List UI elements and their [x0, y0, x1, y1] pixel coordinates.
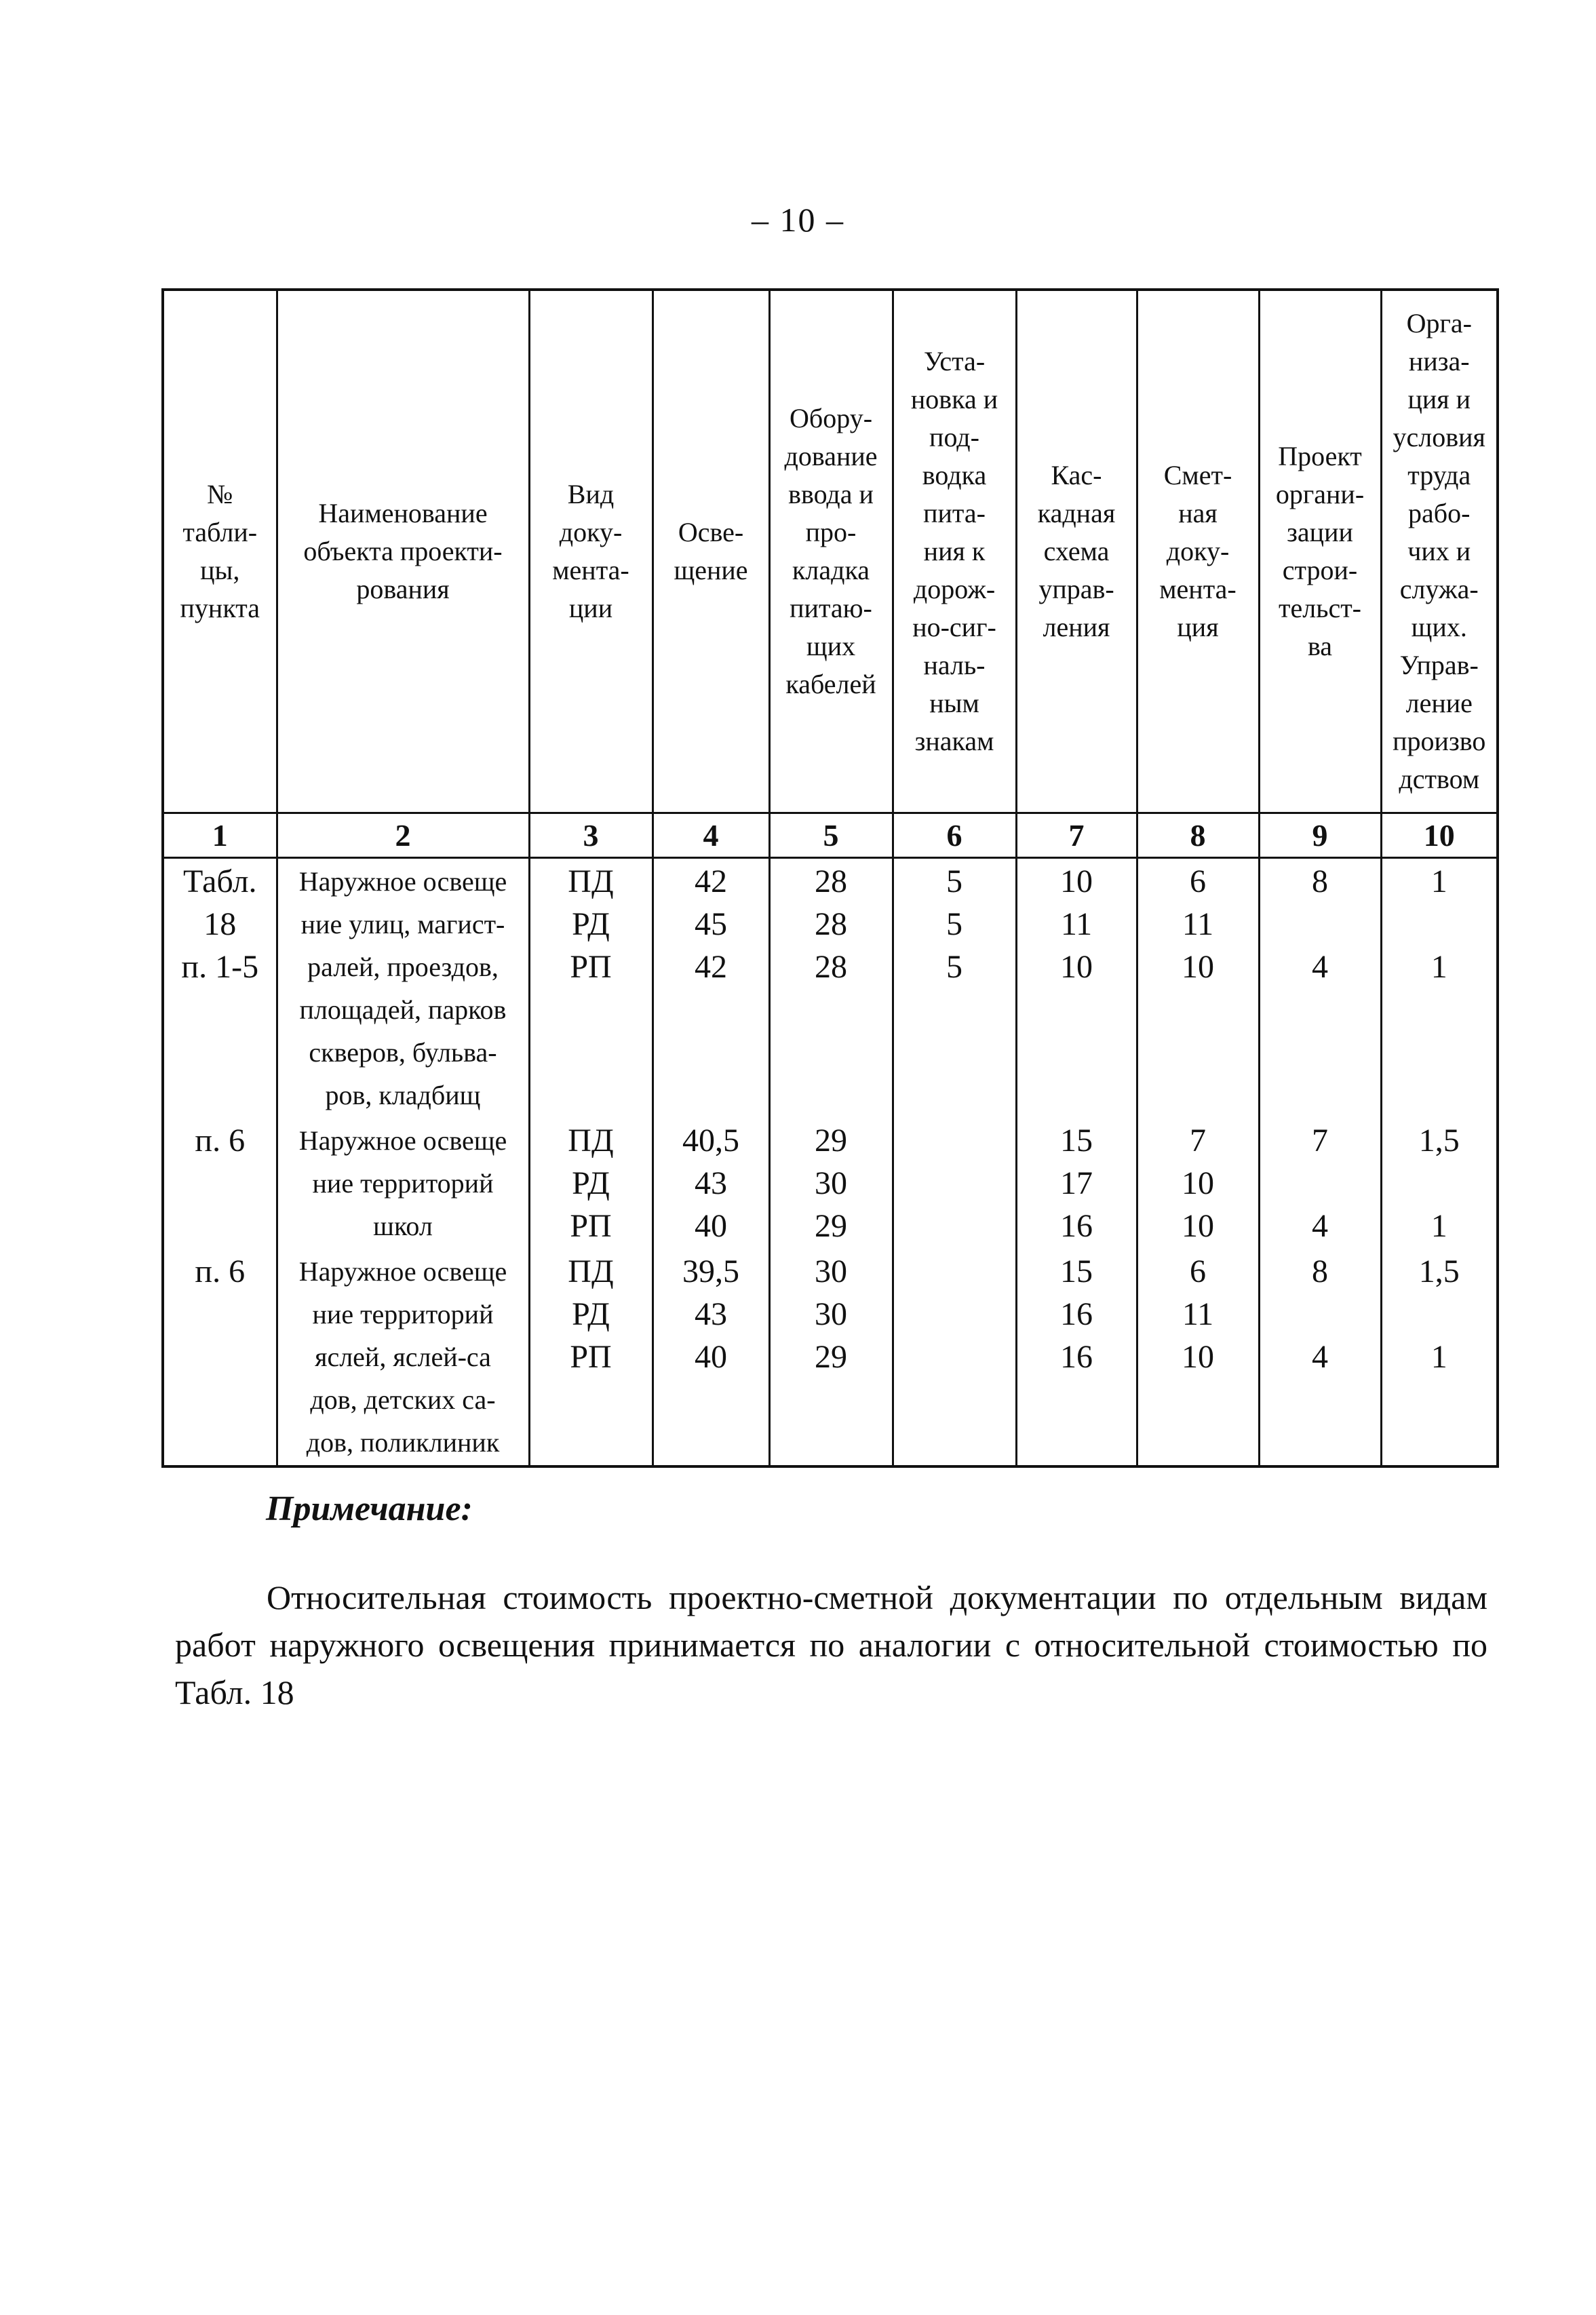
note-title: Примечание: — [266, 1490, 473, 1528]
value: 43 — [695, 1165, 727, 1201]
doc-type-cell — [529, 858, 653, 1118]
doc-type-cell — [529, 1249, 653, 1466]
header-cell: Смет- ная доку- мента- ция — [1137, 290, 1259, 813]
column-number: 8 — [1137, 813, 1259, 858]
value — [897, 1205, 1013, 1247]
value-cell — [653, 858, 769, 1118]
value: 40 — [695, 1339, 727, 1375]
value-cell — [1259, 858, 1381, 1118]
table-ref: п. 6 — [195, 1253, 246, 1289]
value: 5 — [946, 949, 962, 985]
object-name: Наружное освеще ние территорий школ — [277, 1118, 529, 1249]
value: 4 — [1312, 1208, 1328, 1244]
value: 5 — [946, 906, 962, 942]
value: 4 — [1312, 1339, 1328, 1375]
value-cell — [893, 1249, 1016, 1466]
value: 10 — [1060, 863, 1093, 899]
header-cell: Орга- низа- ция и условия труда рабо- чих и служа- щих. Управ- ление произво дством — [1381, 290, 1498, 813]
value: 8 — [1312, 863, 1328, 899]
column-number: 9 — [1259, 813, 1381, 858]
object-name: Наружное освеще ние территорий яслей, яслей-са дов, детских са- дов, поликлиник — [277, 1249, 529, 1466]
header-cell: Проект органи- зации строи- тельст- ва — [1259, 290, 1381, 813]
value: 10 — [1182, 1208, 1214, 1244]
value: 11 — [1182, 906, 1214, 942]
value-cell — [1137, 1249, 1259, 1466]
header-cell: Наименование объекта проекти- рования — [277, 290, 529, 813]
value-cell — [1016, 1249, 1137, 1466]
table-row — [163, 1118, 1498, 1249]
column-number: 6 — [893, 813, 1016, 858]
value: 4 — [1312, 949, 1328, 985]
column-number-row — [163, 813, 1498, 858]
table-ref: п. 6 — [195, 1123, 246, 1159]
value-cell — [653, 1249, 769, 1466]
value-cell — [1259, 1118, 1381, 1249]
header-cell: № табли- цы, пункта — [163, 290, 277, 813]
value: 7 — [1312, 1123, 1328, 1159]
header-cell: Обору- дование ввода и про- кладка питаю- щих кабелей — [769, 290, 893, 813]
value: 28 — [815, 949, 847, 985]
value — [1263, 903, 1378, 946]
value: 5 — [946, 863, 962, 899]
value: 42 — [695, 863, 727, 899]
table-row — [163, 858, 1498, 1118]
table-row — [163, 1249, 1498, 1466]
value: 6 — [1190, 863, 1206, 899]
value: 29 — [815, 1123, 847, 1159]
value — [897, 1162, 1013, 1205]
value — [897, 1293, 1013, 1336]
value: 30 — [815, 1253, 847, 1289]
value: 6 — [1190, 1253, 1206, 1289]
value: 39,5 — [682, 1253, 739, 1289]
value-cell — [1137, 858, 1259, 1118]
value: 40,5 — [682, 1123, 739, 1159]
header-row — [163, 290, 1498, 813]
value-cell — [893, 858, 1016, 1118]
header-cell: Уста- новка и под- водка пита- ния к дорож- но-сиг- наль- ным знакам — [893, 290, 1016, 813]
value: 1,5 — [1418, 1123, 1460, 1159]
doc-type: ПД — [568, 1253, 614, 1289]
value — [897, 1336, 1013, 1378]
value: 17 — [1060, 1165, 1093, 1201]
value — [1263, 1293, 1378, 1336]
doc-type-cell — [529, 1118, 653, 1249]
value — [1385, 903, 1494, 946]
value: 15 — [1060, 1253, 1093, 1289]
value: 10 — [1060, 949, 1093, 985]
value-cell — [1381, 1118, 1498, 1249]
value: 10 — [1182, 949, 1214, 985]
value: 28 — [815, 863, 847, 899]
value: 43 — [695, 1296, 727, 1332]
value-cell — [1016, 1118, 1137, 1249]
table-ref: п. 1-5 — [181, 949, 259, 985]
column-number: 1 — [163, 813, 277, 858]
value-cell — [653, 1118, 769, 1249]
doc-type: РД — [572, 1296, 610, 1332]
column-number: 7 — [1016, 813, 1137, 858]
value: 11 — [1182, 1296, 1214, 1332]
value — [1385, 1293, 1494, 1336]
column-number: 3 — [529, 813, 653, 858]
value: 16 — [1060, 1339, 1093, 1375]
header-cell: Кас- кадная схема управ- ления — [1016, 290, 1137, 813]
table-ref: Табл. — [182, 863, 257, 899]
doc-type: РП — [570, 1208, 612, 1244]
value: 10 — [1182, 1339, 1214, 1375]
value-cell — [1137, 1118, 1259, 1249]
value-cell — [1016, 858, 1137, 1118]
value: 1,5 — [1418, 1253, 1460, 1289]
value-cell — [893, 1118, 1016, 1249]
doc-type: РП — [570, 949, 612, 985]
doc-type: РД — [572, 1165, 610, 1201]
value-cell — [1381, 858, 1498, 1118]
table-ref-cell — [163, 1118, 277, 1249]
doc-type: РД — [572, 906, 610, 942]
table-ref-cell — [163, 858, 277, 1118]
value: 29 — [815, 1208, 847, 1244]
value-cell — [1381, 1249, 1498, 1466]
value: 30 — [815, 1165, 847, 1201]
value: 16 — [1060, 1296, 1093, 1332]
value: 1 — [1430, 1339, 1447, 1375]
value: 1 — [1430, 863, 1447, 899]
value: 28 — [815, 906, 847, 942]
value — [897, 1119, 1013, 1162]
cost-table — [161, 288, 1499, 1468]
value: 7 — [1190, 1123, 1206, 1159]
doc-type: ПД — [568, 1123, 614, 1159]
header-cell: Вид доку- мента- ции — [529, 290, 653, 813]
value: 15 — [1060, 1123, 1093, 1159]
value: 1 — [1430, 949, 1447, 985]
doc-type: РП — [570, 1339, 612, 1375]
value: 40 — [695, 1208, 727, 1244]
value: 30 — [815, 1296, 847, 1332]
value: 10 — [1182, 1165, 1214, 1201]
value — [1263, 1162, 1378, 1205]
value: 1 — [1430, 1208, 1447, 1244]
object-name: Наружное освеще ние улиц, магист- ралей, проездов, площадей, парков скверов, бульва- ров, кладбищ — [277, 858, 529, 1118]
column-number: 4 — [653, 813, 769, 858]
column-number: 2 — [277, 813, 529, 858]
table-ref: 18 — [203, 906, 237, 942]
header-cell: Осве- щение — [653, 290, 769, 813]
table-ref-cell — [163, 1249, 277, 1466]
column-number: 10 — [1381, 813, 1498, 858]
value-cell — [769, 1249, 893, 1466]
value-cell — [1259, 1249, 1381, 1466]
value: 45 — [695, 906, 727, 942]
column-number: 5 — [769, 813, 893, 858]
value: 11 — [1060, 906, 1093, 942]
value: 42 — [695, 949, 727, 985]
doc-type: ПД — [568, 863, 614, 899]
value-cell — [769, 1118, 893, 1249]
note-text: Относительная стоимость проектно-сметной документации по отдельным видам работ наружного освещения принимается по аналогии с относительной стоимостью по Табл. 18 — [175, 1578, 1487, 1711]
value: 29 — [815, 1339, 847, 1375]
page-number: – 10 – — [752, 201, 844, 239]
value — [897, 1250, 1013, 1293]
value — [1385, 1162, 1494, 1205]
value: 8 — [1312, 1253, 1328, 1289]
value-cell — [769, 858, 893, 1118]
value: 16 — [1060, 1208, 1093, 1244]
